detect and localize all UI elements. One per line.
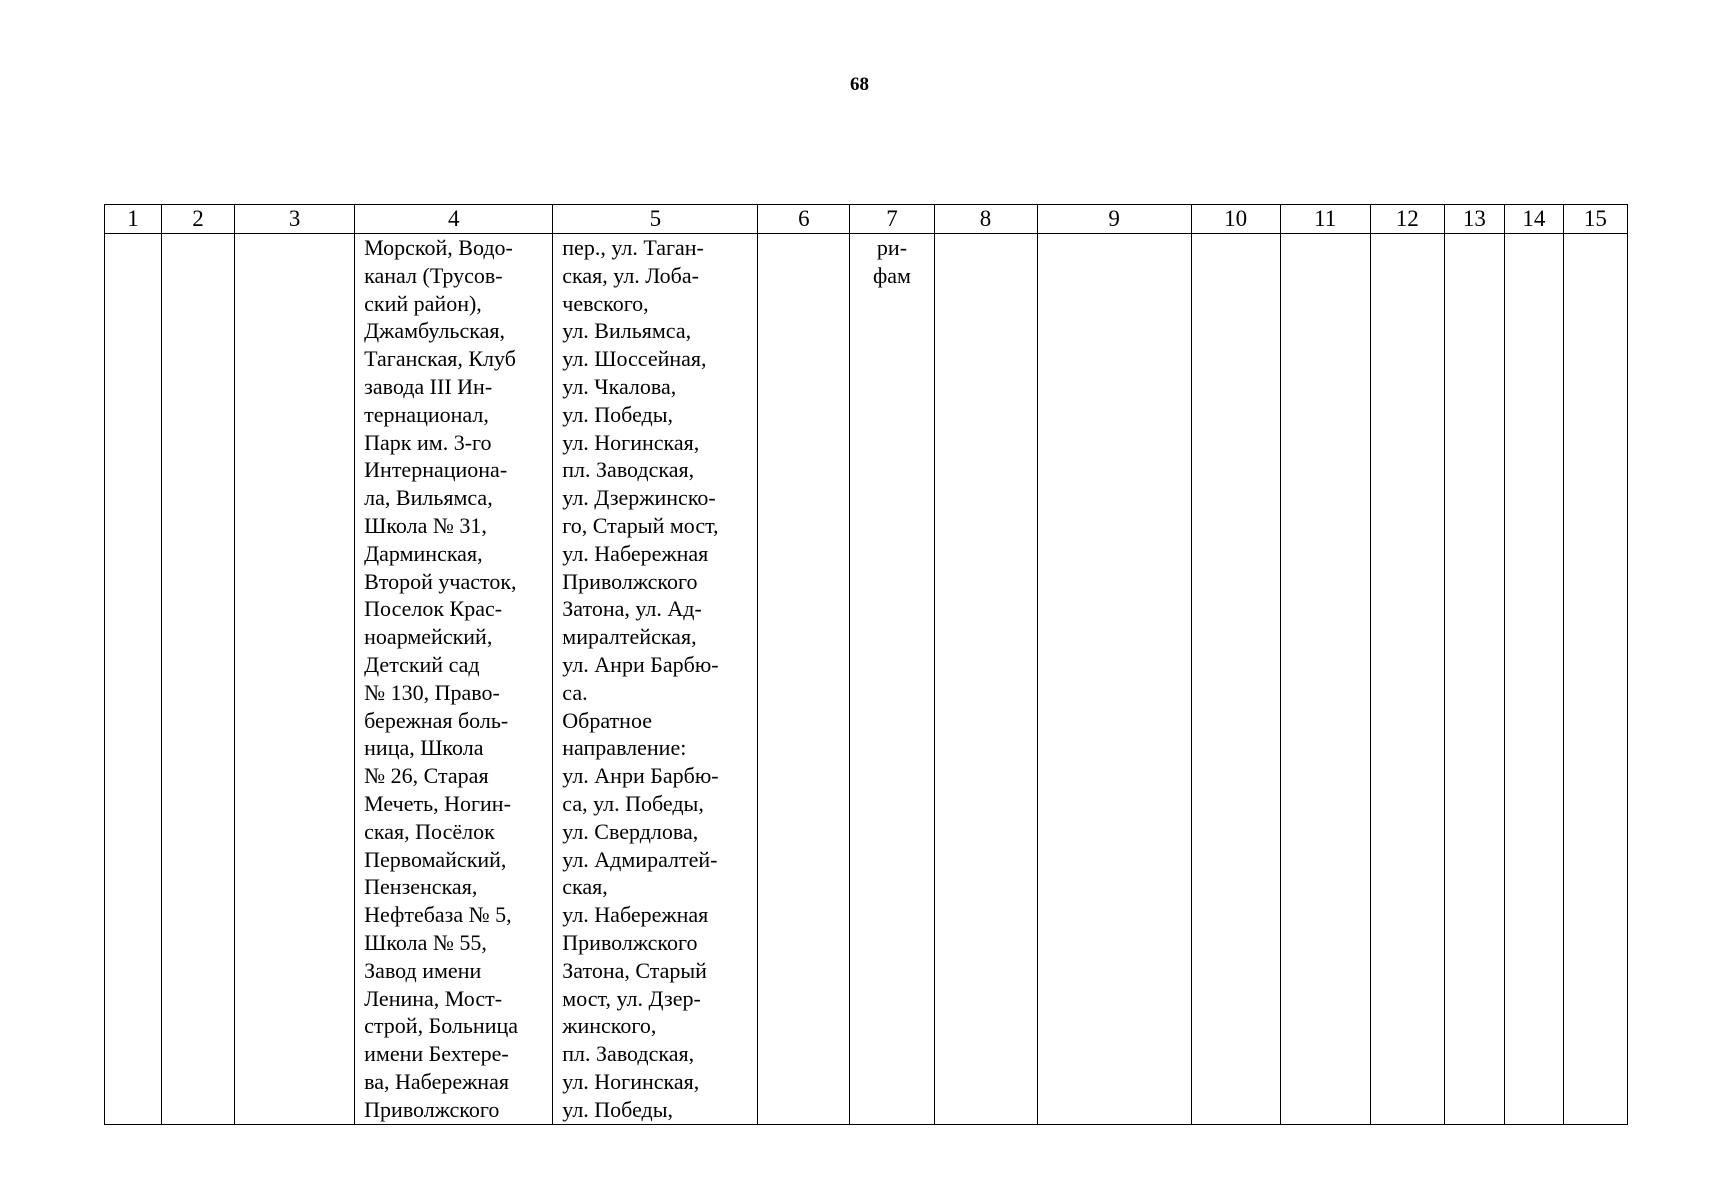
- cell-text-line: Завод имени: [364, 957, 482, 983]
- cell-text-line: ул. Дзержинско-: [562, 485, 716, 511]
- cell-text-line: ри-: [876, 235, 908, 260]
- cell-col-6: [758, 234, 850, 1125]
- cell-col-8: [934, 234, 1037, 1125]
- cell-text-line: № 130, Право-: [364, 679, 500, 705]
- cell-text-line: ул. Чкалова,: [562, 373, 677, 399]
- column-header-2: 2: [162, 205, 235, 234]
- cell-col-2: [162, 234, 235, 1125]
- cell-text-line: бережная боль-: [364, 707, 509, 733]
- cell-text-line: Ленина, Мост-: [364, 985, 503, 1011]
- column-header-3: 3: [235, 205, 355, 234]
- cell-text-line: ул. Шоссейная,: [562, 346, 707, 372]
- column-header-6: 6: [758, 205, 850, 234]
- cell-text-line: ул. Анри Барбю-: [562, 763, 719, 789]
- table-header: [105, 205, 1628, 234]
- cell-text-line: строй, Больница: [364, 1013, 519, 1039]
- cell-col-5: [553, 234, 758, 1125]
- cell-text-line: Парк им. 3-го: [364, 429, 492, 455]
- cell-text-line: ул. Вильямса,: [562, 318, 692, 344]
- column-header-12: 12: [1370, 205, 1444, 234]
- cell-text-line: ноармейский,: [364, 624, 493, 650]
- column-header-8: 8: [934, 205, 1037, 234]
- cell-text-line: пер., ул. Таган-: [562, 235, 704, 260]
- cell-text-line: Школа № 55,: [364, 929, 487, 955]
- cell-text-line: Пензенская,: [364, 874, 478, 900]
- cell-text-line: ул. Адмиралтей-: [562, 846, 718, 872]
- cell-col-3: [235, 234, 355, 1125]
- cell-text-line: са, ул. Победы,: [562, 790, 704, 816]
- table-row: [105, 234, 1628, 1125]
- header-row: [105, 205, 1628, 234]
- cell-text-line: Затона, ул. Ад-: [562, 596, 702, 622]
- cell-text-line: чевского,: [562, 290, 649, 316]
- column-header-5: 5: [553, 205, 758, 234]
- cell-col-13: [1444, 234, 1504, 1125]
- cell-text-line: Интернациона-: [364, 457, 508, 483]
- cell-text-line: ул. Свердлова,: [562, 818, 699, 844]
- cell-text-line: миралтейская,: [562, 624, 697, 650]
- cell-text-line: мост, ул. Дзер-: [562, 985, 701, 1011]
- cell-text-line: ул. Набережная: [562, 902, 709, 928]
- page-number: 68: [850, 74, 869, 95]
- cell-col-11: [1280, 234, 1370, 1125]
- cell-text-line: ул. Анри Барбю-: [562, 651, 719, 677]
- cell-text-line: фам: [873, 262, 911, 288]
- cell-text-line: Морской, Водо-: [364, 235, 513, 260]
- cell-text-line: Затона, Старый: [562, 957, 707, 983]
- cell-text-line: тернационал,: [364, 401, 489, 427]
- cell-text-line: жинского,: [562, 1013, 657, 1039]
- cell-text-line: Детский сад: [364, 651, 480, 677]
- cell-text-col-7: [850, 234, 933, 290]
- cell-text-line: ская,: [562, 874, 608, 900]
- cell-text-line: Нефтебаза № 5,: [364, 902, 512, 928]
- cell-text-line: Приволжского: [562, 929, 698, 955]
- column-header-14: 14: [1504, 205, 1563, 234]
- cell-text-line: ский район),: [364, 290, 482, 316]
- cell-text-line: Школа № 31,: [364, 512, 487, 538]
- column-header-1: 1: [105, 205, 162, 234]
- column-header-7: 7: [850, 205, 934, 234]
- cell-text-line: Джамбульская,: [364, 318, 505, 344]
- column-header-9: 9: [1037, 205, 1191, 234]
- cell-text-line: Дарминская,: [364, 540, 483, 566]
- cell-text-col-5: [553, 234, 757, 1124]
- cell-text-line: № 26, Старая: [364, 763, 489, 789]
- cell-col-4: [355, 234, 553, 1125]
- column-header-15: 15: [1563, 205, 1627, 234]
- cell-text-line: пл. Заводская,: [562, 1041, 695, 1067]
- cell-text-line: Приволжского: [562, 568, 698, 594]
- column-header-11: 11: [1280, 205, 1370, 234]
- cell-col-14: [1504, 234, 1563, 1125]
- cell-text-line: ская, ул. Лоба-: [562, 262, 699, 288]
- cell-text-line: Обратное: [562, 707, 652, 733]
- column-header-10: 10: [1191, 205, 1280, 234]
- column-header-13: 13: [1444, 205, 1504, 234]
- cell-text-line: Мечеть, Ногин-: [364, 790, 511, 816]
- cell-text-line: Поселок Крас-: [364, 596, 503, 622]
- cell-text-col-4: [355, 234, 552, 1124]
- cell-text-line: имени Бехтере-: [364, 1041, 509, 1067]
- cell-col-10: [1191, 234, 1280, 1125]
- cell-text-line: Приволжского: [364, 1096, 500, 1122]
- cell-text-line: ул. Ногинская,: [562, 1068, 700, 1094]
- cell-text-line: ул. Ногинская,: [562, 429, 700, 455]
- cell-text-line: Таганская, Клуб: [364, 346, 516, 372]
- route-table: [104, 204, 1628, 1125]
- cell-col-1: [105, 234, 162, 1125]
- cell-text-line: го, Старый мост,: [562, 512, 719, 538]
- cell-text-line: ла, Вильямса,: [364, 485, 493, 511]
- cell-text-line: са.: [562, 679, 588, 705]
- cell-text-line: канал (Трусов-: [364, 262, 503, 288]
- table-body: [105, 234, 1628, 1125]
- cell-text-line: завода III Ин-: [364, 373, 493, 399]
- cell-text-line: направление:: [562, 735, 687, 761]
- cell-text-line: ул. Победы,: [562, 1096, 674, 1122]
- cell-text-line: ул. Победы,: [562, 401, 674, 427]
- cell-text-line: Второй участок,: [364, 568, 517, 594]
- column-header-4: 4: [355, 205, 553, 234]
- cell-text-line: ница, Школа: [364, 735, 484, 761]
- cell-col-7: [850, 234, 934, 1125]
- cell-text-line: пл. Заводская,: [562, 457, 695, 483]
- cell-col-15: [1563, 234, 1627, 1125]
- cell-text-line: ул. Набережная: [562, 540, 709, 566]
- cell-col-9: [1037, 234, 1191, 1125]
- cell-col-12: [1370, 234, 1444, 1125]
- cell-text-line: ва, Набережная: [364, 1068, 509, 1094]
- cell-text-line: ская, Посёлок: [364, 818, 495, 844]
- cell-text-line: Первомайский,: [364, 846, 507, 872]
